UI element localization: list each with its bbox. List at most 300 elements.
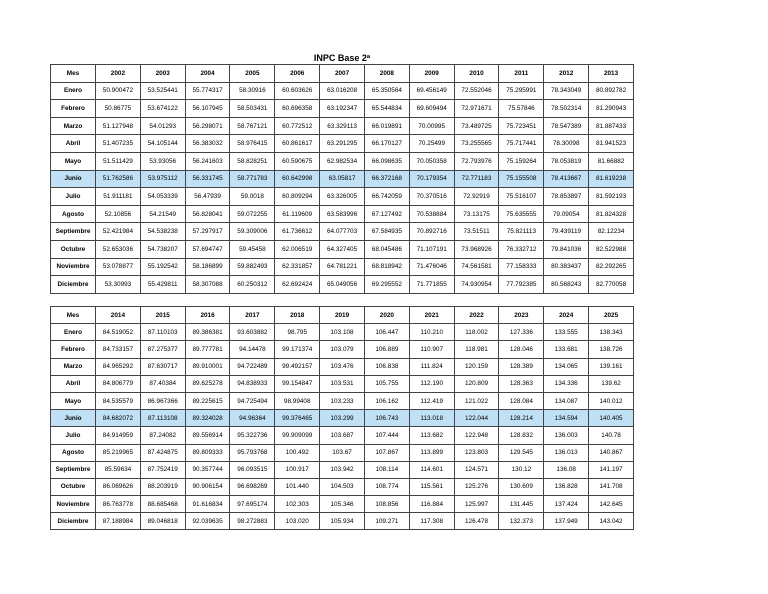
- value-cell: 60.603626: [275, 82, 320, 100]
- month-cell: Mayo: [51, 392, 96, 409]
- value-cell: 62.006519: [275, 240, 320, 258]
- value-cell: 134.065: [544, 358, 589, 375]
- value-cell: 103.942: [320, 461, 365, 478]
- value-cell: 75.723451: [499, 117, 544, 135]
- value-cell: 89.625278: [185, 375, 230, 392]
- value-cell: 89.910001: [185, 358, 230, 375]
- value-cell: 64.781221: [320, 258, 365, 276]
- value-cell: 118.981: [454, 341, 499, 358]
- value-cell: 95.793768: [230, 444, 275, 461]
- table-row: [51, 117, 634, 135]
- value-cell: 133.555: [544, 324, 589, 341]
- value-cell: 60.642998: [275, 170, 320, 188]
- column-header-year: 2015: [140, 307, 185, 324]
- value-cell: 99.171374: [275, 341, 320, 358]
- value-cell: 74.561581: [454, 258, 499, 276]
- value-cell: 134.336: [544, 375, 589, 392]
- value-cell: 87.24082: [140, 427, 185, 444]
- value-cell: 140.78: [589, 427, 634, 444]
- value-cell: 56.107945: [185, 100, 230, 118]
- value-cell: 89.809333: [185, 444, 230, 461]
- table-row: [51, 392, 634, 409]
- value-cell: 86.069626: [96, 478, 141, 495]
- value-cell: 72.771183: [454, 170, 499, 188]
- month-cell: Octubre: [51, 240, 96, 258]
- value-cell: 82.770058: [589, 276, 634, 294]
- value-cell: 60.250312: [230, 276, 275, 294]
- value-cell: 128.832: [499, 427, 544, 444]
- value-cell: 81.824328: [589, 205, 634, 223]
- value-cell: 78.502314: [544, 100, 589, 118]
- value-cell: 55.774317: [185, 82, 230, 100]
- value-cell: 105.346: [320, 496, 365, 513]
- column-header-year: 2004: [185, 65, 230, 83]
- value-cell: 131.445: [499, 496, 544, 513]
- value-cell: 64.327405: [320, 240, 365, 258]
- value-cell: 70.892716: [409, 223, 454, 241]
- column-header-mes: Mes: [51, 307, 96, 324]
- table-row: [51, 341, 634, 358]
- table-row: [51, 410, 634, 427]
- table-row: [51, 444, 634, 461]
- value-cell: 88.203919: [140, 478, 185, 495]
- column-header-year: 2025: [589, 307, 634, 324]
- value-cell: 91.616834: [185, 496, 230, 513]
- value-cell: 60.696358: [275, 100, 320, 118]
- month-cell: Junio: [51, 170, 96, 188]
- value-cell: 125.276: [454, 478, 499, 495]
- value-cell: 52.10856: [96, 205, 141, 223]
- value-cell: 94.96364: [230, 410, 275, 427]
- value-cell: 80.383437: [544, 258, 589, 276]
- table-row: [51, 496, 634, 513]
- value-cell: 94.838933: [230, 375, 275, 392]
- value-cell: 56.828041: [185, 205, 230, 223]
- value-cell: 60.809294: [275, 188, 320, 206]
- value-cell: 53.525441: [140, 82, 185, 100]
- table-row: [51, 135, 634, 153]
- value-cell: 103.108: [320, 324, 365, 341]
- value-cell: 52.421984: [96, 223, 141, 241]
- table-row: [51, 223, 634, 241]
- month-cell: Enero: [51, 324, 96, 341]
- value-cell: 128.389: [499, 358, 544, 375]
- value-cell: 89.777781: [185, 341, 230, 358]
- value-cell: 84.682072: [96, 410, 141, 427]
- value-cell: 104.503: [320, 478, 365, 495]
- column-header-year: 2014: [96, 307, 141, 324]
- value-cell: 139.161: [589, 358, 634, 375]
- value-cell: 53.674122: [140, 100, 185, 118]
- value-cell: 141.708: [589, 478, 634, 495]
- table-row: [51, 82, 634, 100]
- value-cell: 87.40384: [140, 375, 185, 392]
- value-cell: 141.197: [589, 461, 634, 478]
- value-cell: 112.190: [409, 375, 454, 392]
- value-cell: 115.561: [409, 478, 454, 495]
- value-cell: 70.00995: [409, 117, 454, 135]
- month-cell: Abril: [51, 135, 96, 153]
- value-cell: 57.297917: [185, 223, 230, 241]
- column-header-year: 2013: [589, 65, 634, 83]
- value-cell: 111.824: [409, 358, 454, 375]
- value-cell: 103.233: [320, 392, 365, 409]
- value-cell: 126.478: [454, 513, 499, 530]
- value-cell: 75.295991: [499, 82, 544, 100]
- value-cell: 73.51511: [454, 223, 499, 241]
- value-cell: 59.882493: [230, 258, 275, 276]
- value-cell: 94.722489: [230, 358, 275, 375]
- value-cell: 90.357744: [185, 461, 230, 478]
- value-cell: 138.726: [589, 341, 634, 358]
- value-cell: 51.911181: [96, 188, 141, 206]
- value-cell: 140.867: [589, 444, 634, 461]
- value-cell: 110.907: [409, 341, 454, 358]
- value-cell: 58.976415: [230, 135, 275, 153]
- value-cell: 62.331857: [275, 258, 320, 276]
- value-cell: 88.685468: [140, 496, 185, 513]
- value-cell: 73.13175: [454, 205, 499, 223]
- value-cell: 56.383032: [185, 135, 230, 153]
- value-cell: 100.492: [275, 444, 320, 461]
- value-cell: 113.018: [409, 410, 454, 427]
- value-cell: 73.968926: [454, 240, 499, 258]
- value-cell: 60.590675: [275, 152, 320, 170]
- value-cell: 54.21549: [140, 205, 185, 223]
- column-header-year: 2005: [230, 65, 275, 83]
- value-cell: 55.429811: [140, 276, 185, 294]
- value-cell: 81.941523: [589, 135, 634, 153]
- value-cell: 65.544834: [364, 100, 409, 118]
- value-cell: 62.982534: [320, 152, 365, 170]
- value-cell: 122.948: [454, 427, 499, 444]
- value-cell: 107.444: [364, 427, 409, 444]
- value-cell: 58.186899: [185, 258, 230, 276]
- value-cell: 136.013: [544, 444, 589, 461]
- value-cell: 106.743: [364, 410, 409, 427]
- value-cell: 81.887433: [589, 117, 634, 135]
- value-cell: 103.020: [275, 513, 320, 530]
- value-cell: 129.545: [499, 444, 544, 461]
- table-row: [51, 375, 634, 392]
- table-row: [51, 258, 634, 276]
- month-cell: Diciembre: [51, 513, 96, 530]
- value-cell: 60.772512: [275, 117, 320, 135]
- table-row: [51, 152, 634, 170]
- value-cell: 133.681: [544, 341, 589, 358]
- value-cell: 51.762586: [96, 170, 141, 188]
- value-cell: 50.900472: [96, 82, 141, 100]
- value-cell: 110.210: [409, 324, 454, 341]
- value-cell: 92.039635: [185, 513, 230, 530]
- value-cell: 136.08: [544, 461, 589, 478]
- value-cell: 63.05817: [320, 170, 365, 188]
- value-cell: 100.917: [275, 461, 320, 478]
- value-cell: 56.331745: [185, 170, 230, 188]
- table-row: [51, 513, 634, 530]
- value-cell: 95.322736: [230, 427, 275, 444]
- value-cell: 136.003: [544, 427, 589, 444]
- value-cell: 56.241603: [185, 152, 230, 170]
- table-row: [51, 276, 634, 294]
- value-cell: 78.547389: [544, 117, 589, 135]
- column-header-year: 2024: [544, 307, 589, 324]
- value-cell: 134.594: [544, 410, 589, 427]
- column-header-year: 2019: [320, 307, 365, 324]
- value-cell: 134.087: [544, 392, 589, 409]
- value-cell: 52.653036: [96, 240, 141, 258]
- table-row: [51, 240, 634, 258]
- value-cell: 99.909099: [275, 427, 320, 444]
- value-cell: 69.456149: [409, 82, 454, 100]
- value-cell: 69.295552: [364, 276, 409, 294]
- value-cell: 78.30098: [544, 135, 589, 153]
- column-header-mes: Mes: [51, 65, 96, 83]
- value-cell: 103.476: [320, 358, 365, 375]
- table-row: [51, 461, 634, 478]
- value-cell: 56.47939: [185, 188, 230, 206]
- value-cell: 77.792385: [499, 276, 544, 294]
- month-cell: Octubre: [51, 478, 96, 495]
- month-cell: Enero: [51, 82, 96, 100]
- table-row: [51, 188, 634, 206]
- value-cell: 78.413667: [544, 170, 589, 188]
- value-cell: 106.447: [364, 324, 409, 341]
- value-cell: 66.372168: [364, 170, 409, 188]
- month-cell: Mayo: [51, 152, 96, 170]
- value-cell: 58.767121: [230, 117, 275, 135]
- column-header-year: 2016: [185, 307, 230, 324]
- value-cell: 120.159: [454, 358, 499, 375]
- value-cell: 130.609: [499, 478, 544, 495]
- month-cell: Diciembre: [51, 276, 96, 294]
- table-row: [51, 358, 634, 375]
- value-cell: 96.093515: [230, 461, 275, 478]
- value-cell: 73.255565: [454, 135, 499, 153]
- value-cell: 81.290943: [589, 100, 634, 118]
- table-header-row: [51, 307, 634, 324]
- month-cell: Febrero: [51, 341, 96, 358]
- value-cell: 87.110103: [140, 324, 185, 341]
- value-cell: 87.113108: [140, 410, 185, 427]
- value-cell: 66.019891: [364, 117, 409, 135]
- value-cell: 70.370516: [409, 188, 454, 206]
- value-cell: 139.62: [589, 375, 634, 392]
- value-cell: 140.012: [589, 392, 634, 409]
- value-cell: 55.192542: [140, 258, 185, 276]
- value-cell: 78.853897: [544, 188, 589, 206]
- column-header-year: 2010: [454, 65, 499, 83]
- value-cell: 90.906154: [185, 478, 230, 495]
- value-cell: 120.809: [454, 375, 499, 392]
- value-cell: 123.803: [454, 444, 499, 461]
- value-cell: 68.045486: [364, 240, 409, 258]
- value-cell: 63.329113: [320, 117, 365, 135]
- value-cell: 70.179354: [409, 170, 454, 188]
- month-cell: Noviembre: [51, 258, 96, 276]
- value-cell: 143.042: [589, 513, 634, 530]
- value-cell: 116.884: [409, 496, 454, 513]
- value-cell: 81.66882: [589, 152, 634, 170]
- value-cell: 137.424: [544, 496, 589, 513]
- value-cell: 67.127492: [364, 205, 409, 223]
- column-header-year: 2012: [544, 65, 589, 83]
- value-cell: 59.072255: [230, 205, 275, 223]
- value-cell: 99.376465: [275, 410, 320, 427]
- month-cell: Junio: [51, 410, 96, 427]
- value-cell: 65.350564: [364, 82, 409, 100]
- table-row: [51, 324, 634, 341]
- value-cell: 58.503431: [230, 100, 275, 118]
- value-cell: 54.053339: [140, 188, 185, 206]
- value-cell: 71.476046: [409, 258, 454, 276]
- value-cell: 86.967366: [140, 392, 185, 409]
- value-cell: 59.45458: [230, 240, 275, 258]
- value-cell: 94.14478: [230, 341, 275, 358]
- value-cell: 50.86775: [96, 100, 141, 118]
- value-cell: 75.635555: [499, 205, 544, 223]
- value-cell: 70.050358: [409, 152, 454, 170]
- value-cell: 89.556914: [185, 427, 230, 444]
- value-cell: 124.571: [454, 461, 499, 478]
- value-cell: 73.489725: [454, 117, 499, 135]
- value-cell: 89.386381: [185, 324, 230, 341]
- value-cell: 118.002: [454, 324, 499, 341]
- value-cell: 53.30993: [96, 276, 141, 294]
- value-cell: 114.601: [409, 461, 454, 478]
- value-cell: 54.105144: [140, 135, 185, 153]
- page-title: INPC Base 2ª: [313, 53, 371, 63]
- value-cell: 79.09054: [544, 205, 589, 223]
- value-cell: 140.405: [589, 410, 634, 427]
- value-cell: 78.343049: [544, 82, 589, 100]
- value-cell: 69.609494: [409, 100, 454, 118]
- value-cell: 54.738207: [140, 240, 185, 258]
- value-cell: 74.930954: [454, 276, 499, 294]
- value-cell: 75.516107: [499, 188, 544, 206]
- value-cell: 87.188984: [96, 513, 141, 530]
- value-cell: 96.698269: [230, 478, 275, 495]
- value-cell: 70.25499: [409, 135, 454, 153]
- value-cell: 82.522988: [589, 240, 634, 258]
- column-header-year: 2017: [230, 307, 275, 324]
- value-cell: 138.343: [589, 324, 634, 341]
- value-cell: 93.603882: [230, 324, 275, 341]
- value-cell: 64.077703: [320, 223, 365, 241]
- value-cell: 54.538238: [140, 223, 185, 241]
- value-cell: 53.078877: [96, 258, 141, 276]
- month-cell: Agosto: [51, 205, 96, 223]
- value-cell: 58.771783: [230, 170, 275, 188]
- value-cell: 75.155508: [499, 170, 544, 188]
- value-cell: 71.771855: [409, 276, 454, 294]
- value-cell: 102.303: [275, 496, 320, 513]
- month-cell: Noviembre: [51, 496, 96, 513]
- month-cell: Abril: [51, 375, 96, 392]
- value-cell: 75.821113: [499, 223, 544, 241]
- value-cell: 61.119609: [275, 205, 320, 223]
- value-cell: 76.332712: [499, 240, 544, 258]
- column-header-year: 2020: [364, 307, 409, 324]
- value-cell: 85.59634: [96, 461, 141, 478]
- table-row: [51, 205, 634, 223]
- value-cell: 106.838: [364, 358, 409, 375]
- value-cell: 72.552046: [454, 82, 499, 100]
- month-cell: Agosto: [51, 444, 96, 461]
- value-cell: 103.67: [320, 444, 365, 461]
- value-cell: 103.299: [320, 410, 365, 427]
- value-cell: 82.292265: [589, 258, 634, 276]
- value-cell: 87.424875: [140, 444, 185, 461]
- value-cell: 68.818942: [364, 258, 409, 276]
- column-header-year: 2021: [409, 307, 454, 324]
- value-cell: 53.93056: [140, 152, 185, 170]
- value-cell: 86.763778: [96, 496, 141, 513]
- column-header-year: 2011: [499, 65, 544, 83]
- value-cell: 77.158333: [499, 258, 544, 276]
- inpc-table-2002-2013: [50, 64, 634, 294]
- value-cell: 58.30916: [230, 82, 275, 100]
- value-cell: 58.828251: [230, 152, 275, 170]
- table-header-row: [51, 65, 634, 83]
- value-cell: 78.053819: [544, 152, 589, 170]
- value-cell: 56.298071: [185, 117, 230, 135]
- column-header-year: 2007: [320, 65, 365, 83]
- value-cell: 99.492157: [275, 358, 320, 375]
- value-cell: 58.307088: [185, 276, 230, 294]
- month-cell: Septiembre: [51, 461, 96, 478]
- value-cell: 107.867: [364, 444, 409, 461]
- month-cell: Febrero: [51, 100, 96, 118]
- value-cell: 101.440: [275, 478, 320, 495]
- value-cell: 65.049056: [320, 276, 365, 294]
- value-cell: 59.309006: [230, 223, 275, 241]
- value-cell: 85.219965: [96, 444, 141, 461]
- value-cell: 117.308: [409, 513, 454, 530]
- value-cell: 84.733157: [96, 341, 141, 358]
- value-cell: 63.291295: [320, 135, 365, 153]
- value-cell: 61.736612: [275, 223, 320, 241]
- value-cell: 137.949: [544, 513, 589, 530]
- month-cell: Marzo: [51, 358, 96, 375]
- column-header-year: 2003: [140, 65, 185, 83]
- value-cell: 67.584935: [364, 223, 409, 241]
- value-cell: 84.965292: [96, 358, 141, 375]
- value-cell: 75.159264: [499, 152, 544, 170]
- value-cell: 142.645: [589, 496, 634, 513]
- value-cell: 84.806779: [96, 375, 141, 392]
- value-cell: 121.022: [454, 392, 499, 409]
- value-cell: 72.793976: [454, 152, 499, 170]
- value-cell: 80.892782: [589, 82, 634, 100]
- value-cell: 106.889: [364, 341, 409, 358]
- value-cell: 106.162: [364, 392, 409, 409]
- value-cell: 127.336: [499, 324, 544, 341]
- column-header-year: 2006: [275, 65, 320, 83]
- value-cell: 105.934: [320, 513, 365, 530]
- value-cell: 98.272883: [230, 513, 275, 530]
- column-header-year: 2009: [409, 65, 454, 83]
- value-cell: 79.439119: [544, 223, 589, 241]
- value-cell: 87.630717: [140, 358, 185, 375]
- table-row: [51, 478, 634, 495]
- inpc-table-2014-2025: [50, 306, 634, 530]
- value-cell: 108.774: [364, 478, 409, 495]
- value-cell: 108.114: [364, 461, 409, 478]
- value-cell: 89.225615: [185, 392, 230, 409]
- value-cell: 81.592193: [589, 188, 634, 206]
- value-cell: 70.538884: [409, 205, 454, 223]
